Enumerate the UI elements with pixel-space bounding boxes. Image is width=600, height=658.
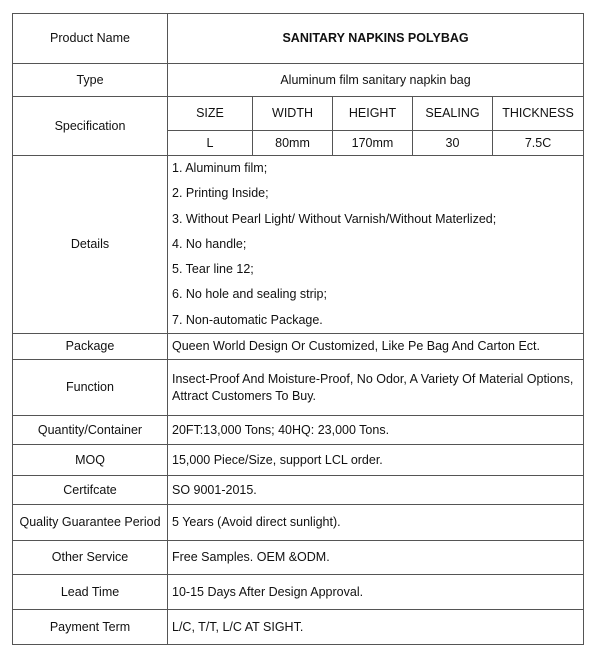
row-package bbox=[13, 334, 584, 360]
details-item: 2. Printing Inside; bbox=[172, 186, 269, 201]
details-label: Details bbox=[13, 156, 168, 334]
package-value: Queen World Design Or Customized, Like Pe Bag And Carton Ect. bbox=[168, 334, 584, 360]
row-details bbox=[13, 156, 584, 334]
details-list bbox=[172, 156, 579, 333]
other-service-value: Free Samples. OEM &ODM. bbox=[168, 541, 584, 575]
spec-header-size: SIZE bbox=[168, 97, 253, 131]
details-item: 4. No handle; bbox=[172, 236, 247, 251]
type-label: Type bbox=[13, 64, 168, 97]
type-value: Aluminum film sanitary napkin bag bbox=[168, 64, 584, 97]
details-item: 1. Aluminum film; bbox=[172, 161, 268, 175]
row-other-service bbox=[13, 541, 584, 575]
specification-label: Specification bbox=[13, 97, 168, 156]
details-item: 6. No hole and sealing strip; bbox=[172, 287, 327, 302]
quantity-label: Quantity/Container bbox=[13, 416, 168, 445]
spec-value-width: 80mm bbox=[253, 131, 333, 156]
row-type bbox=[13, 64, 584, 97]
details-item: 5. Tear line 12; bbox=[172, 262, 254, 277]
certificate-label: Certifcate bbox=[13, 476, 168, 505]
row-product-name bbox=[13, 14, 584, 64]
quantity-value: 20FT:13,000 Tons; 40HQ: 23,000 Tons. bbox=[168, 416, 584, 445]
row-guarantee bbox=[13, 505, 584, 541]
lead-time-value: 10-15 Days After Design Approval. bbox=[168, 575, 584, 610]
row-moq bbox=[13, 445, 584, 476]
details-item: 3. Without Pearl Light/ Without Varnish/Without Materlized; bbox=[172, 211, 497, 226]
spec-value-thickness: 7.5C bbox=[493, 131, 584, 156]
row-specification-header bbox=[13, 97, 584, 131]
spec-value-size: L bbox=[168, 131, 253, 156]
package-label: Package bbox=[13, 334, 168, 360]
spec-value-height: 170mm bbox=[333, 131, 413, 156]
spec-header-sealing: SEALING bbox=[413, 97, 493, 131]
moq-value: 15,000 Piece/Size, support LCL order. bbox=[168, 445, 584, 476]
row-lead-time bbox=[13, 575, 584, 610]
details-item: 7. Non-automatic Package. bbox=[172, 312, 323, 327]
certificate-value: SO 9001-2015. bbox=[168, 476, 584, 505]
product-name-label: Product Name bbox=[13, 14, 168, 64]
product-name-value: SANITARY NAPKINS POLYBAG bbox=[168, 14, 584, 64]
details-value bbox=[168, 156, 584, 334]
product-spec-table bbox=[12, 13, 584, 645]
row-payment bbox=[13, 610, 584, 645]
function-label: Function bbox=[13, 360, 168, 416]
guarantee-value: 5 Years (Avoid direct sunlight). bbox=[168, 505, 584, 541]
row-function bbox=[13, 360, 584, 416]
row-quantity bbox=[13, 416, 584, 445]
function-value: Insect-Proof And Moisture-Proof, No Odor, A Variety Of Material Options, Attract Customers To Buy. bbox=[168, 360, 584, 416]
spec-header-height: HEIGHT bbox=[333, 97, 413, 131]
lead-time-label: Lead Time bbox=[13, 575, 168, 610]
spec-header-thickness: THICKNESS bbox=[493, 97, 584, 131]
spec-value-sealing: 30 bbox=[413, 131, 493, 156]
payment-label: Payment Term bbox=[13, 610, 168, 645]
payment-value: L/C, T/T, L/C AT SIGHT. bbox=[168, 610, 584, 645]
other-service-label: Other Service bbox=[13, 541, 168, 575]
guarantee-label: Quality Guarantee Period bbox=[13, 505, 168, 541]
row-certificate bbox=[13, 476, 584, 505]
spec-header-width: WIDTH bbox=[253, 97, 333, 131]
moq-label: MOQ bbox=[13, 445, 168, 476]
